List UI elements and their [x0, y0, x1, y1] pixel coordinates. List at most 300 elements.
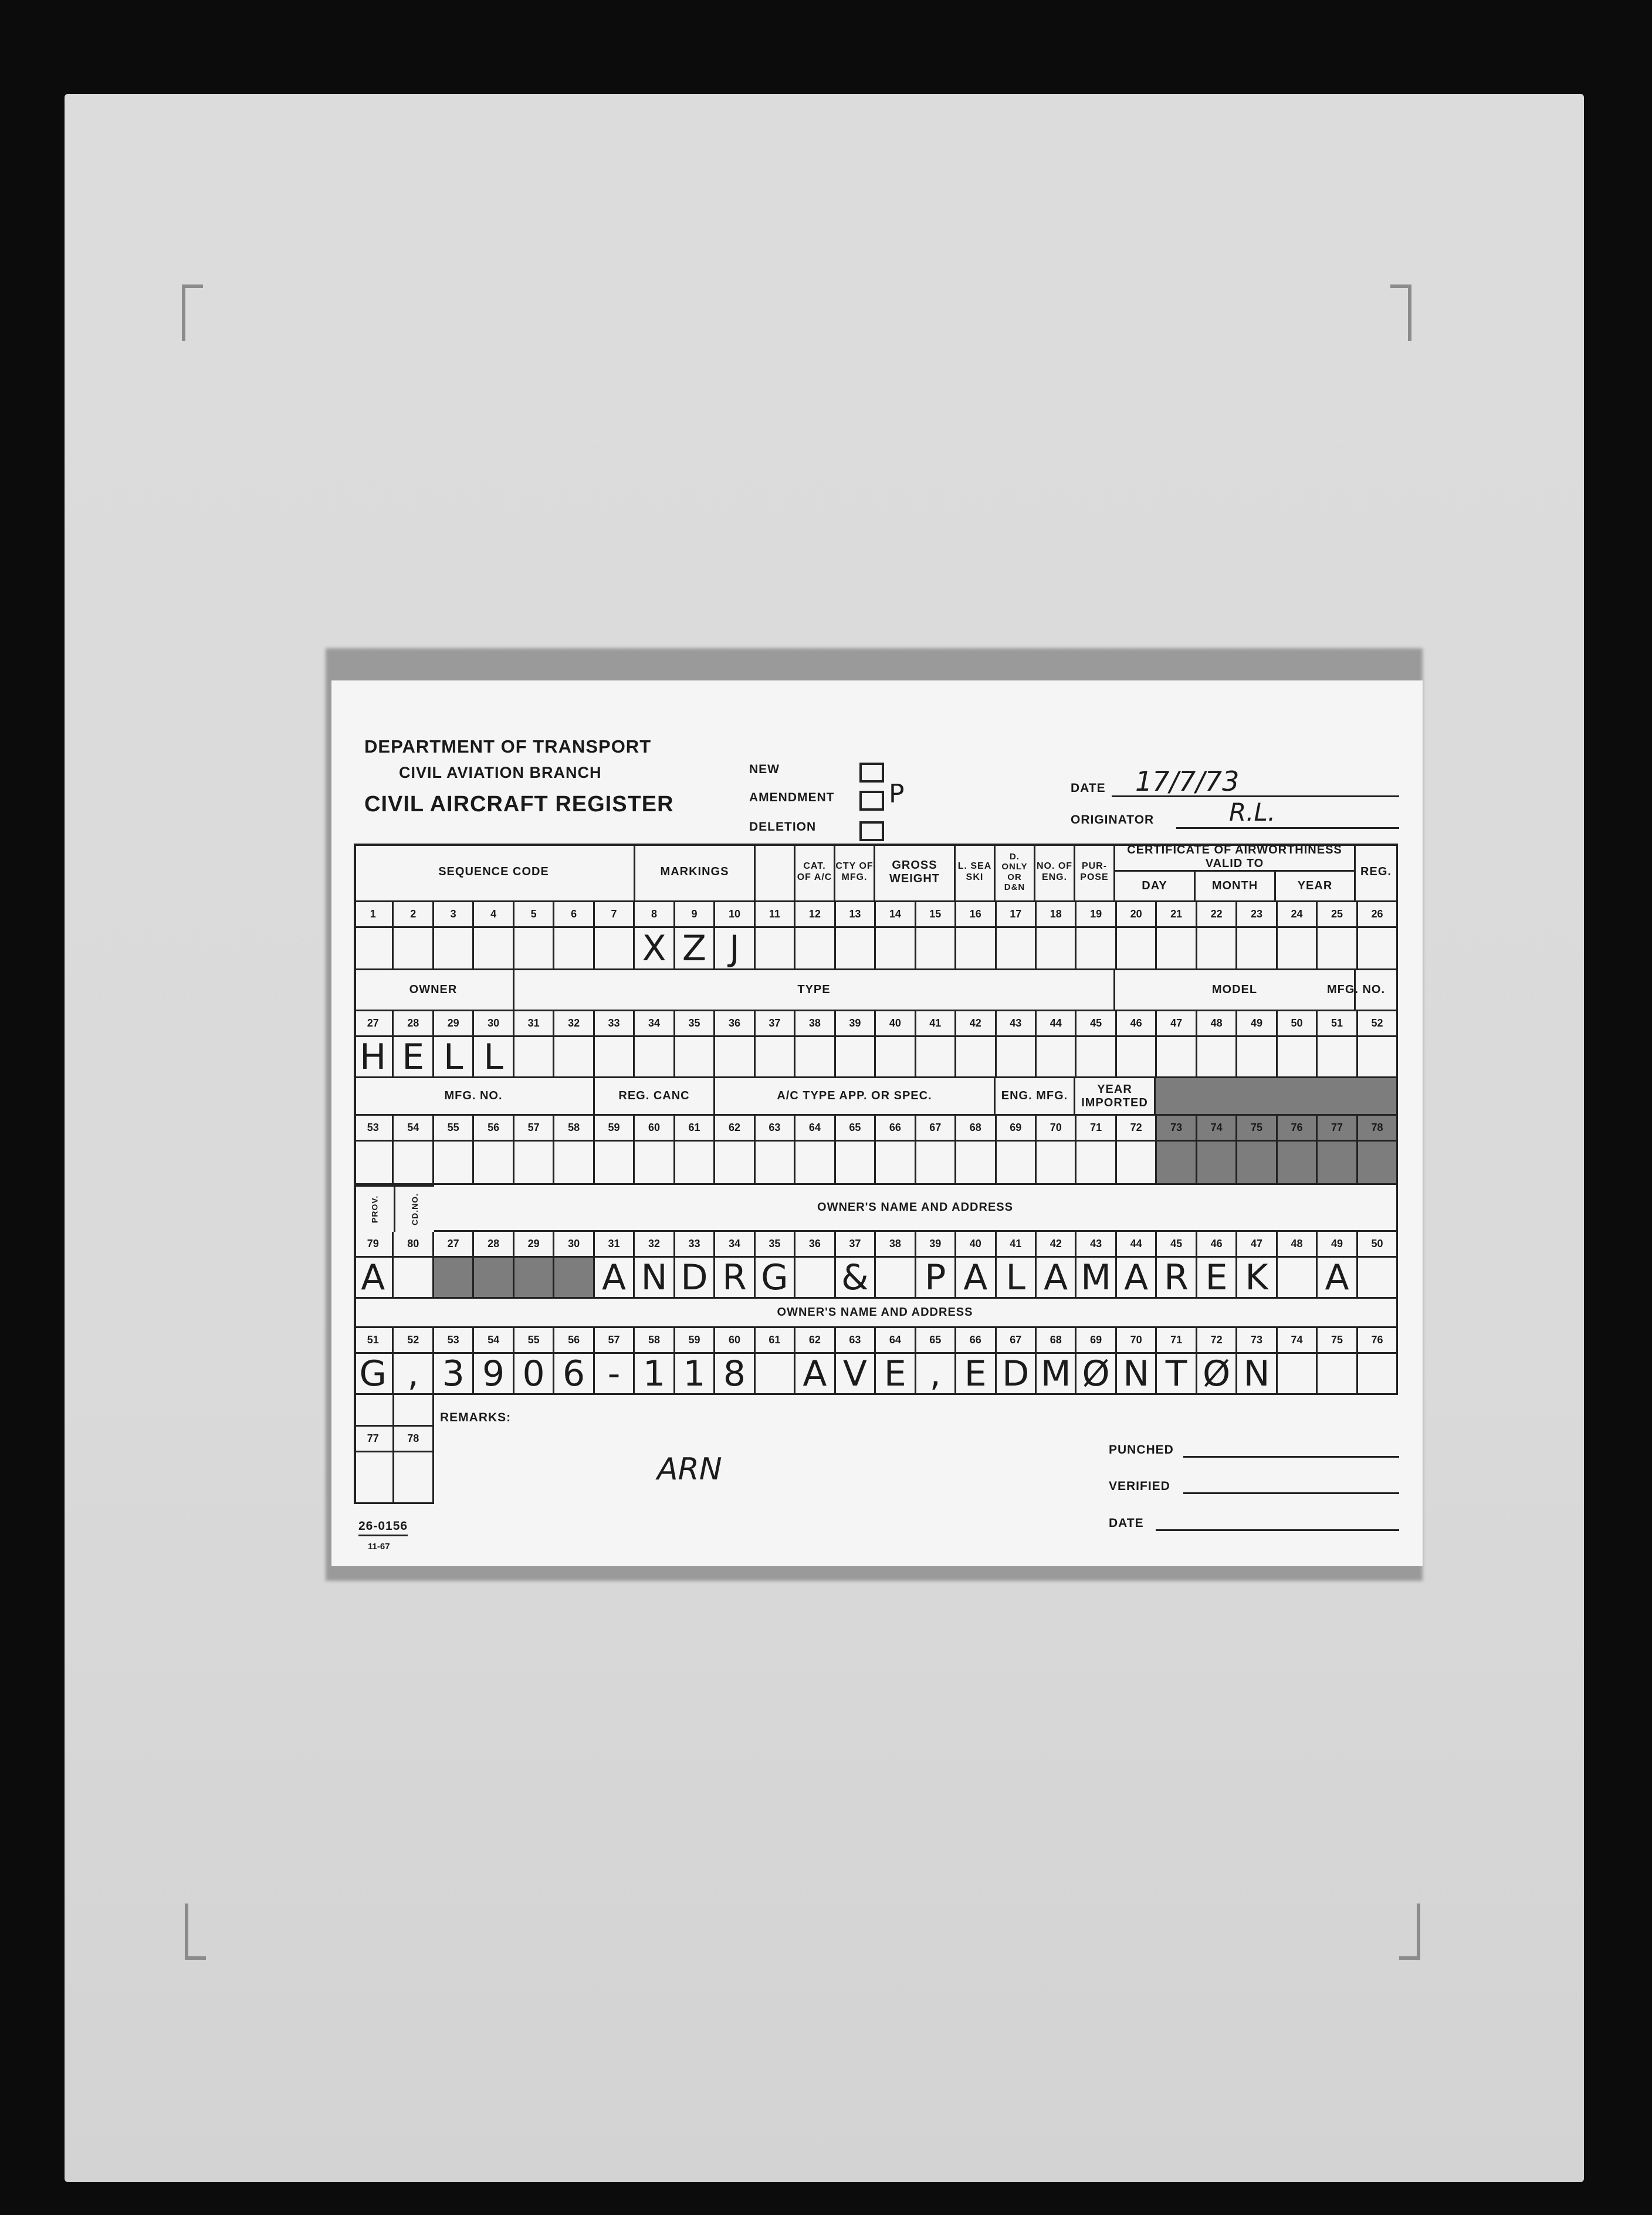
- entry-49[interactable]: [1237, 1037, 1277, 1078]
- col-51: 51: [1318, 1011, 1358, 1037]
- entry-66[interactable]: [876, 1142, 916, 1185]
- entry-41[interactable]: [916, 1037, 956, 1078]
- col-76: 76: [1278, 1116, 1318, 1142]
- deletion-label: DELETION: [749, 820, 817, 834]
- col-30b: 30: [554, 1232, 594, 1258]
- entry-67b[interactable]: D: [997, 1354, 1037, 1395]
- col-33: 33: [595, 1011, 635, 1037]
- col-42b: 42: [1037, 1232, 1076, 1258]
- col-53: 53: [354, 1116, 394, 1142]
- entry-34b[interactable]: R: [715, 1258, 755, 1299]
- col-73: 73: [1157, 1116, 1197, 1142]
- col-77: 77: [1318, 1116, 1358, 1142]
- entry-20[interactable]: [1117, 928, 1157, 970]
- entry-70b[interactable]: N: [1117, 1354, 1157, 1395]
- col-20: 20: [1117, 902, 1157, 928]
- col-56: 56: [474, 1116, 514, 1142]
- col-30: 30: [474, 1011, 514, 1037]
- col-5: 5: [514, 902, 554, 928]
- verified-label: VERIFIED: [1109, 1479, 1170, 1493]
- remarks-label: REMARKS:: [440, 1411, 512, 1424]
- col-47b: 47: [1237, 1232, 1277, 1258]
- col-61b: 61: [756, 1328, 795, 1354]
- owner-name-header: OWNER'S NAME AND ADDRESS: [434, 1185, 1398, 1232]
- entry-29b: [514, 1258, 554, 1299]
- entry-3[interactable]: [434, 928, 474, 970]
- entry-47[interactable]: [1157, 1037, 1197, 1078]
- col-55: 55: [434, 1116, 474, 1142]
- punched-line: [1183, 1456, 1399, 1458]
- entry-59b[interactable]: 1: [675, 1354, 715, 1395]
- entry-11[interactable]: [756, 928, 795, 970]
- entry-75: [1237, 1142, 1277, 1185]
- col-50b: 50: [1358, 1232, 1398, 1258]
- col-71: 71: [1076, 1116, 1116, 1142]
- col-50: 50: [1278, 1011, 1318, 1037]
- entry-51b[interactable]: G: [354, 1354, 394, 1395]
- entry-51[interactable]: [1318, 1037, 1358, 1078]
- entry-24[interactable]: [1278, 928, 1318, 970]
- entry-61b[interactable]: [756, 1354, 795, 1395]
- entry-17[interactable]: [997, 928, 1037, 970]
- purpose-header: PUR-POSE: [1075, 844, 1115, 902]
- col-25: 25: [1318, 902, 1358, 928]
- col-59: 59: [595, 1116, 635, 1142]
- shaded-header: [1156, 1078, 1398, 1116]
- entry-48[interactable]: [1197, 1037, 1237, 1078]
- row1-values: [354, 928, 1398, 970]
- col-13: 13: [836, 902, 876, 928]
- col-41: 41: [916, 1011, 956, 1037]
- col-72b: 72: [1197, 1328, 1237, 1354]
- row6-numbers: [354, 1427, 434, 1452]
- entry-52b[interactable]: ,: [394, 1354, 434, 1395]
- col-1: 1: [354, 902, 394, 928]
- entry-46b[interactable]: E: [1197, 1258, 1237, 1299]
- entry-45[interactable]: [1076, 1037, 1116, 1078]
- form-number: 26-0156: [358, 1519, 408, 1536]
- ac-type-header: A/C TYPE APP. OR SPEC.: [715, 1078, 996, 1116]
- entry-43[interactable]: [997, 1037, 1037, 1078]
- entry-46[interactable]: [1117, 1037, 1157, 1078]
- entry-10[interactable]: J: [715, 928, 755, 970]
- register-card: [331, 680, 1423, 1566]
- entry-33[interactable]: [595, 1037, 635, 1078]
- sequence-code-header: SEQUENCE CODE: [354, 844, 635, 902]
- owner-header: OWNER: [354, 970, 514, 1011]
- cd-no-header: CD.NO.: [394, 1185, 434, 1232]
- type-header: TYPE: [514, 970, 1115, 1011]
- entry-60[interactable]: [635, 1142, 675, 1185]
- col-17: 17: [997, 902, 1037, 928]
- col-34b: 34: [715, 1232, 755, 1258]
- col-66b: 66: [956, 1328, 996, 1354]
- col-7: 7: [595, 902, 635, 928]
- col-39: 39: [836, 1011, 876, 1037]
- entry-62[interactable]: [715, 1142, 755, 1185]
- month-header: MONTH: [1196, 872, 1276, 902]
- entry-72b[interactable]: Ø: [1197, 1354, 1237, 1395]
- col-74: 74: [1197, 1116, 1237, 1142]
- amendment-checkbox[interactable]: [859, 791, 884, 811]
- col-74b: 74: [1278, 1328, 1318, 1354]
- entry-2[interactable]: [394, 928, 434, 970]
- markings-header: MARKINGS: [635, 844, 756, 902]
- col-38b: 38: [876, 1232, 916, 1258]
- entry-50b[interactable]: [1358, 1258, 1398, 1299]
- entry-42[interactable]: [956, 1037, 996, 1078]
- col-58b: 58: [635, 1328, 675, 1354]
- entry-18[interactable]: [1037, 928, 1076, 970]
- entry-63b[interactable]: V: [836, 1354, 876, 1395]
- mfg-no-header-2: MFG. NO.: [354, 1078, 595, 1116]
- row3-values: [354, 1142, 1398, 1185]
- col-62b: 62: [795, 1328, 835, 1354]
- col-52: 52: [1358, 1011, 1398, 1037]
- col-28: 28: [394, 1011, 434, 1037]
- entry-25[interactable]: [1318, 928, 1358, 970]
- date2-line: [1156, 1529, 1399, 1531]
- entry-19[interactable]: [1076, 928, 1116, 970]
- branch-heading: CIVIL AVIATION BRANCH: [399, 764, 602, 781]
- dept-heading: DEPARTMENT OF TRANSPORT: [364, 736, 652, 757]
- row4-values: [354, 1258, 1398, 1299]
- entry-40[interactable]: [876, 1037, 916, 1078]
- entry-50[interactable]: [1278, 1037, 1318, 1078]
- row1-header: [354, 844, 1398, 902]
- col-37: 37: [756, 1011, 795, 1037]
- originator-label: ORIGINATOR: [1071, 813, 1155, 827]
- entry-78: [1358, 1142, 1398, 1185]
- entry-76: [1278, 1142, 1318, 1185]
- row5-numbers: [354, 1328, 1398, 1354]
- col-12: 12: [795, 902, 835, 928]
- new-label: NEW: [749, 763, 780, 776]
- col-36: 36: [715, 1011, 755, 1037]
- col-52b: 52: [394, 1328, 434, 1354]
- row5-header: [354, 1299, 1398, 1328]
- col-8: 8: [635, 902, 675, 928]
- entry-64b[interactable]: E: [876, 1354, 916, 1395]
- entry-71b[interactable]: T: [1157, 1354, 1197, 1395]
- entry-23[interactable]: [1237, 928, 1277, 970]
- new-checkbox[interactable]: [859, 763, 884, 783]
- originator-line: [1176, 827, 1399, 829]
- entry-77b[interactable]: [354, 1452, 394, 1504]
- col-69b: 69: [1076, 1328, 1116, 1354]
- col-33b: 33: [675, 1232, 715, 1258]
- col-76b: 76: [1358, 1328, 1398, 1354]
- certificate-header: CERTIFICATE OF AIRWORTHINESS VALID TO: [1115, 844, 1356, 872]
- col-45: 45: [1076, 1011, 1116, 1037]
- col-54b: 54: [474, 1328, 514, 1354]
- entry-60b[interactable]: 8: [715, 1354, 755, 1395]
- entry-34[interactable]: [635, 1037, 675, 1078]
- entry-7[interactable]: [595, 928, 635, 970]
- col-44: 44: [1037, 1011, 1076, 1037]
- category-header: CAT. OF A/C: [795, 844, 835, 902]
- owner-address-header: OWNER'S NAME AND ADDRESS: [354, 1299, 1398, 1328]
- entry-15[interactable]: [916, 928, 956, 970]
- entry-55[interactable]: [434, 1142, 474, 1185]
- entry-38b[interactable]: [876, 1258, 916, 1299]
- entry-1[interactable]: [354, 928, 394, 970]
- col-32: 32: [554, 1011, 594, 1037]
- entry-22[interactable]: [1197, 928, 1237, 970]
- entry-36[interactable]: [715, 1037, 755, 1078]
- entry-35b[interactable]: G: [756, 1258, 795, 1299]
- col-60: 60: [635, 1116, 675, 1142]
- entry-36b[interactable]: [795, 1258, 835, 1299]
- col-34: 34: [635, 1011, 675, 1037]
- country-header: CTY OF MFG.: [835, 844, 875, 902]
- entry-29[interactable]: L: [434, 1037, 474, 1078]
- entry-65[interactable]: [836, 1142, 876, 1185]
- col-35: 35: [675, 1011, 715, 1037]
- col-49: 49: [1237, 1011, 1277, 1037]
- entry-79[interactable]: A: [354, 1258, 394, 1299]
- entry-28[interactable]: E: [394, 1037, 434, 1078]
- row2-values: [354, 1037, 1398, 1078]
- col-23: 23: [1237, 902, 1277, 928]
- entry-26[interactable]: [1358, 928, 1398, 970]
- entry-45b[interactable]: R: [1157, 1258, 1197, 1299]
- entry-80[interactable]: [394, 1258, 434, 1299]
- entry-41b[interactable]: L: [997, 1258, 1037, 1299]
- col-48b: 48: [1278, 1232, 1318, 1258]
- col-78: 78: [1358, 1116, 1398, 1142]
- entry-74: [1197, 1142, 1237, 1185]
- col-22: 22: [1197, 902, 1237, 928]
- row4-numbers: [354, 1232, 1398, 1258]
- entry-58b[interactable]: 1: [635, 1354, 675, 1395]
- entry-53[interactable]: [354, 1142, 394, 1185]
- col-80: 80: [394, 1232, 434, 1258]
- col-45b: 45: [1157, 1232, 1197, 1258]
- day-night-header: D. ONLY OR D&N: [996, 844, 1035, 902]
- entry-67[interactable]: [916, 1142, 956, 1185]
- blank-header: [756, 844, 795, 902]
- col-46: 46: [1117, 1011, 1157, 1037]
- entry-70[interactable]: [1037, 1142, 1076, 1185]
- col-4: 4: [474, 902, 514, 928]
- row4-header: [354, 1185, 1398, 1232]
- col-79: 79: [354, 1232, 394, 1258]
- col-29: 29: [434, 1011, 474, 1037]
- entry-52[interactable]: [1358, 1037, 1398, 1078]
- entry-68b[interactable]: M: [1037, 1354, 1076, 1395]
- reg-canc-header: REG. CANC: [595, 1078, 715, 1116]
- entry-77: [1318, 1142, 1358, 1185]
- col-26: 26: [1358, 902, 1398, 928]
- entry-30[interactable]: L: [474, 1037, 514, 1078]
- entry-71[interactable]: [1076, 1142, 1116, 1185]
- col-70b: 70: [1117, 1328, 1157, 1354]
- col-46b: 46: [1197, 1232, 1237, 1258]
- col-40: 40: [876, 1011, 916, 1037]
- reg-header: REG.: [1356, 844, 1398, 902]
- col-42: 42: [956, 1011, 996, 1037]
- col-63b: 63: [836, 1328, 876, 1354]
- col-49b: 49: [1318, 1232, 1358, 1258]
- amendment-mark: P: [889, 779, 905, 809]
- entry-68[interactable]: [956, 1142, 996, 1185]
- entry-12[interactable]: [795, 928, 835, 970]
- entry-56[interactable]: [474, 1142, 514, 1185]
- entry-4[interactable]: [474, 928, 514, 970]
- entry-14[interactable]: [876, 928, 916, 970]
- entry-5[interactable]: [514, 928, 554, 970]
- entry-69[interactable]: [997, 1142, 1037, 1185]
- col-37b: 37: [836, 1232, 876, 1258]
- col-27b: 27: [434, 1232, 474, 1258]
- col-58: 58: [554, 1116, 594, 1142]
- originator-value: R.L.: [1229, 798, 1276, 827]
- engines-header: NO. OF ENG.: [1035, 844, 1075, 902]
- col-65b: 65: [916, 1328, 956, 1354]
- col-67b: 67: [997, 1328, 1037, 1354]
- entry-39b[interactable]: P: [916, 1258, 956, 1299]
- entry-65b[interactable]: ,: [916, 1354, 956, 1395]
- year-imported-header: YEAR IMPORTED: [1075, 1078, 1156, 1116]
- entry-31[interactable]: [514, 1037, 554, 1078]
- entry-59[interactable]: [595, 1142, 635, 1185]
- entry-54b[interactable]: 9: [474, 1354, 514, 1395]
- entry-31b[interactable]: A: [595, 1258, 635, 1299]
- entry-56b[interactable]: 6: [554, 1354, 594, 1395]
- entry-57b[interactable]: -: [595, 1354, 635, 1395]
- entry-39[interactable]: [836, 1037, 876, 1078]
- col-77b: 77: [354, 1427, 394, 1452]
- entry-61[interactable]: [675, 1142, 715, 1185]
- row6-spacer: [354, 1395, 434, 1427]
- entry-57[interactable]: [514, 1142, 554, 1185]
- entry-54[interactable]: [394, 1142, 434, 1185]
- col-59b: 59: [675, 1328, 715, 1354]
- entry-44[interactable]: [1037, 1037, 1076, 1078]
- col-11: 11: [756, 902, 795, 928]
- sea-ski-header: L. SEA SKI: [956, 844, 996, 902]
- entry-38[interactable]: [795, 1037, 835, 1078]
- col-40b: 40: [956, 1232, 996, 1258]
- mfg-no-header: MFG. NO.: [1316, 970, 1398, 1011]
- entry-8[interactable]: X: [635, 928, 675, 970]
- entry-69b[interactable]: Ø: [1076, 1354, 1116, 1395]
- entry-44b[interactable]: A: [1117, 1258, 1157, 1299]
- entry-49b[interactable]: A: [1318, 1258, 1358, 1299]
- col-78b: 78: [394, 1427, 435, 1452]
- entry-27b: [434, 1258, 474, 1299]
- entry-75b[interactable]: [1318, 1354, 1358, 1395]
- col-54: 54: [394, 1116, 434, 1142]
- col-6: 6: [554, 902, 594, 928]
- col-3: 3: [434, 902, 474, 928]
- entry-48b[interactable]: [1278, 1258, 1318, 1299]
- col-71b: 71: [1157, 1328, 1197, 1354]
- col-31b: 31: [595, 1232, 635, 1258]
- entry-73: [1157, 1142, 1197, 1185]
- col-14: 14: [876, 902, 916, 928]
- date-value: 17/7/73: [1135, 766, 1240, 797]
- row5-values: [354, 1354, 1398, 1395]
- prov-header: PROV.: [354, 1185, 394, 1232]
- entry-63[interactable]: [756, 1142, 795, 1185]
- entry-78b[interactable]: [394, 1452, 435, 1504]
- entry-13[interactable]: [836, 928, 876, 970]
- entry-32[interactable]: [554, 1037, 594, 1078]
- entry-21[interactable]: [1157, 928, 1197, 970]
- col-29b: 29: [514, 1232, 554, 1258]
- crop-mark-bottom-right: [1399, 1904, 1420, 1960]
- col-15: 15: [916, 902, 956, 928]
- col-57: 57: [514, 1116, 554, 1142]
- entry-35[interactable]: [675, 1037, 715, 1078]
- row2-header: [354, 970, 1398, 1011]
- col-61: 61: [675, 1116, 715, 1142]
- entry-28b: [474, 1258, 514, 1299]
- entry-53b[interactable]: 3: [434, 1354, 474, 1395]
- col-67: 67: [916, 1116, 956, 1142]
- col-43: 43: [997, 1011, 1037, 1037]
- col-73b: 73: [1237, 1328, 1277, 1354]
- col-28b: 28: [474, 1232, 514, 1258]
- entry-42b[interactable]: A: [1037, 1258, 1076, 1299]
- entry-9[interactable]: Z: [675, 928, 715, 970]
- entry-37[interactable]: [756, 1037, 795, 1078]
- entry-43b[interactable]: M: [1076, 1258, 1116, 1299]
- entry-6[interactable]: [554, 928, 594, 970]
- col-75: 75: [1237, 1116, 1277, 1142]
- col-9: 9: [675, 902, 715, 928]
- entry-40b[interactable]: A: [956, 1258, 996, 1299]
- entry-37b[interactable]: &: [836, 1258, 876, 1299]
- entry-32b[interactable]: N: [635, 1258, 675, 1299]
- col-21: 21: [1157, 902, 1197, 928]
- col-31: 31: [514, 1011, 554, 1037]
- entry-72[interactable]: [1117, 1142, 1157, 1185]
- entry-62b[interactable]: A: [795, 1354, 835, 1395]
- col-65: 65: [836, 1116, 876, 1142]
- col-19: 19: [1076, 902, 1116, 928]
- entry-58[interactable]: [554, 1142, 594, 1185]
- col-70: 70: [1037, 1116, 1076, 1142]
- entry-66b[interactable]: E: [956, 1354, 996, 1395]
- spacer-77: [354, 1395, 394, 1427]
- entry-33b[interactable]: D: [675, 1258, 715, 1299]
- col-64: 64: [795, 1116, 835, 1142]
- col-55b: 55: [514, 1328, 554, 1354]
- form-title: CIVIL AIRCRAFT REGISTER: [364, 792, 674, 817]
- col-62: 62: [715, 1116, 755, 1142]
- verified-line: [1183, 1492, 1399, 1494]
- entry-47b[interactable]: K: [1237, 1258, 1277, 1299]
- col-38: 38: [795, 1011, 835, 1037]
- col-68b: 68: [1037, 1328, 1076, 1354]
- col-68: 68: [956, 1116, 996, 1142]
- entry-16[interactable]: [956, 928, 996, 970]
- entry-27[interactable]: H: [354, 1037, 394, 1078]
- row3-header: [354, 1078, 1398, 1116]
- crop-mark-top-right: [1390, 285, 1411, 341]
- entry-76b[interactable]: [1358, 1354, 1398, 1395]
- entry-64[interactable]: [795, 1142, 835, 1185]
- entry-73b[interactable]: N: [1237, 1354, 1277, 1395]
- entry-55b[interactable]: 0: [514, 1354, 554, 1395]
- entry-74b[interactable]: [1278, 1354, 1318, 1395]
- gross-weight-header: GROSS WEIGHT: [875, 844, 956, 902]
- deletion-checkbox[interactable]: [859, 821, 884, 841]
- day-header: DAY: [1115, 872, 1196, 902]
